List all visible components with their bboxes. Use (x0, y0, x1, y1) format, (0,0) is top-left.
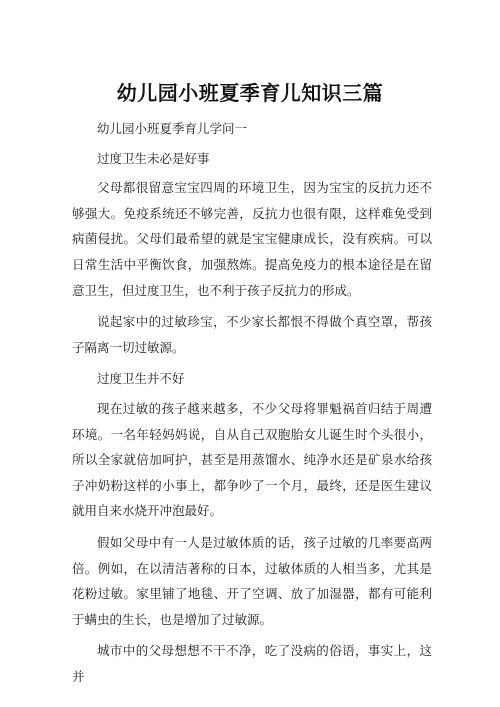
section-heading: 幼儿园小班夏季育儿学问一 (97, 121, 248, 136)
paragraph: 现在过敏的孩子越来越多，不少父母将罪魁祸首归结于周遭环境。一名年轻妈妈说，自从自己双胞胎女儿诞生时个头很小，所以全家就倍加呵护，甚至是用蒸馏水、纯净水还是矿泉水给孩子冲奶粉这样的小事上，都争吵了一个月，最终，还是医生建议就用自来水烧开冲泡最好。 (72, 400, 432, 519)
paragraph: 父母都很留意宝宝四周的环境卫生，因为宝宝的反抗力还不够强大。免疫系统还不够完善，反抗力也很有限，这样难免受到病菌侵扰。父母们最希望的就是宝宝健康成长，没有疾病。可以日常生活中平衡饮食，加强熬炼。提高免疫力的根本途径是在留意卫生，但过度卫生，也不利于孩子反抗力的形成。 (72, 180, 432, 298)
paragraph: 说起家中的过敏珍宝，不少家长都恨不得做个真空罩，帮孩子隔离一切过敏源。 (72, 314, 432, 355)
paragraph: 假如父母中有一人是过敏体质的话，孩子过敏的几率要高两倍。例如，在以清洁著称的日本，过敏体质的人相当多，尤其是花粉过敏。家里铺了地毯、开了空调、放了加湿器，都有可能利于螨虫的生长，也是增加了过敏源。 (72, 534, 432, 627)
document-body (72, 116, 432, 695)
subheading: 过度卫生未必是好事 (97, 150, 210, 166)
document-title: 幼儿园小班夏季育儿知识三篇 (116, 81, 384, 105)
subheading: 过度卫生并不好 (97, 371, 185, 387)
paragraph: 城市中的父母想想不干不净，吃了没病的俗语，事实上，这并 (72, 643, 432, 684)
